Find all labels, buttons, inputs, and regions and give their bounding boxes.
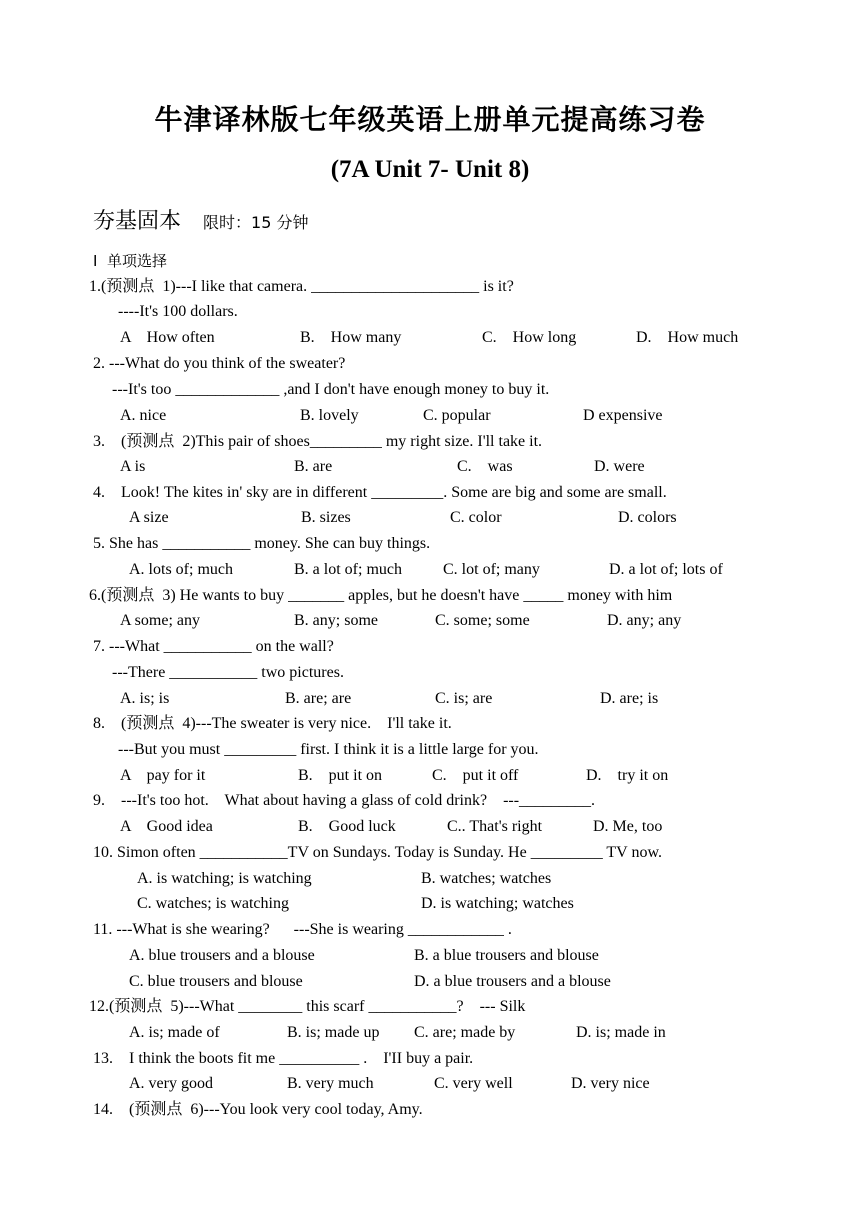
q2-option-c: C. popular — [423, 407, 491, 424]
page-title: 牛津译林版七年级英语上册单元提高练习卷 — [154, 103, 706, 136]
q11-option-d: D. a blue trousers and a blouse — [414, 973, 611, 990]
q3-option-a: A is — [120, 458, 146, 475]
q3-option-b: B. are — [294, 458, 333, 475]
q8-option-d: D. try it on — [586, 767, 669, 784]
q4-option-c: C. color — [450, 509, 502, 526]
time-limit: 限时：15 分钟 — [203, 213, 309, 232]
q7-option-d: D. are; is — [600, 690, 659, 707]
question-8-response: ---But you must _________ first. I think it is a little large for you. — [118, 741, 539, 758]
q2-option-d: D expensive — [583, 407, 663, 424]
section-name: 夯基固本 — [93, 209, 182, 234]
q5-option-d: D. a lot of; lots of — [609, 561, 723, 578]
q8-option-c: C. put it off — [432, 767, 519, 784]
question-11: 11. ---What is she wearing? ---She is wearing ____________ . — [93, 921, 512, 938]
question-7: 7. ---What ___________ on the wall? — [93, 638, 334, 655]
q4-option-d: D. colors — [618, 509, 677, 526]
q6-option-d: D. any; any — [607, 612, 682, 629]
q12-option-d: D. is; made in — [576, 1024, 666, 1041]
q9-option-b: B. Good luck — [298, 818, 396, 835]
question-2-response: ---It's too _____________ ,and I don't have enough money to buy it. — [112, 381, 550, 398]
question-13: 13. I think the boots fit me __________ . I'II buy a pair. — [93, 1050, 474, 1067]
q7-option-a: A. is; is — [120, 690, 170, 707]
q2-option-a: A. nice — [120, 407, 167, 424]
q12-option-c: C. are; made by — [414, 1024, 516, 1041]
q5-option-c: C. lot of; many — [443, 561, 540, 578]
question-6: 6.(预测点 3) He wants to buy _______ apples, but he doesn't have _____ money with him — [89, 587, 673, 604]
q8-option-b: B. put it on — [298, 767, 383, 784]
q9-option-c: C.. That's right — [447, 818, 543, 835]
q13-option-b: B. very much — [287, 1075, 374, 1092]
q6-option-b: B. any; some — [294, 612, 378, 629]
question-10: 10. Simon often ___________TV on Sundays. Today is Sunday. He _________ TV now. — [93, 844, 662, 861]
question-1-response: ----It's 100 dollars. — [118, 303, 238, 320]
q6-option-a: A some; any — [120, 612, 200, 629]
q1-option-d: D. How much — [636, 329, 739, 346]
q9-option-a: A Good idea — [120, 818, 213, 835]
question-9: 9. ---It's too hot. What about having a glass of cold drink? ---_________. — [93, 792, 596, 809]
q7-option-c: C. is; are — [435, 690, 493, 707]
q11-option-c: C. blue trousers and blouse — [129, 973, 303, 990]
part-heading: I 单项选择 — [93, 252, 167, 270]
question-5: 5. She has ___________ money. She can buy things. — [93, 535, 431, 552]
q10-option-a: A. is watching; is watching — [137, 870, 312, 887]
q1-option-a: A How often — [120, 329, 215, 346]
q7-option-b: B. are; are — [285, 690, 352, 707]
q1-option-b: B. How many — [300, 329, 402, 346]
q5-option-b: B. a lot of; much — [294, 561, 402, 578]
q10-option-c: C. watches; is watching — [137, 895, 289, 912]
q4-option-b: B. sizes — [301, 509, 351, 526]
q3-option-d: D. were — [594, 458, 645, 475]
question-4: 4. Look! The kites in' sky are in different _________. Some are big and some are small. — [93, 484, 667, 501]
question-14: 14. (预测点 6)---You look very cool today, Amy. — [93, 1101, 423, 1118]
question-3: 3. (预测点 2)This pair of shoes_________ my right size. I'll take it. — [93, 433, 543, 450]
question-1: 1.(预测点 1)---I like that camera. _____________________ is it? — [89, 278, 514, 295]
q13-option-c: C. very well — [434, 1075, 513, 1092]
q11-option-b: B. a blue trousers and blouse — [414, 947, 599, 964]
question-8: 8. (预测点 4)---The sweater is very nice. I'll take it. — [93, 715, 452, 732]
q1-option-c: C. How long — [482, 329, 577, 346]
q9-option-d: D. Me, too — [593, 818, 663, 835]
q13-option-a: A. very good — [129, 1075, 213, 1092]
q4-option-a: A size — [129, 509, 169, 526]
question-7-response: ---There ___________ two pictures. — [112, 664, 344, 681]
q12-option-a: A. is; made of — [129, 1024, 220, 1041]
q3-option-c: C. was — [457, 458, 513, 475]
q11-option-a: A. blue trousers and a blouse — [129, 947, 315, 964]
q6-option-c: C. some; some — [435, 612, 530, 629]
q12-option-b: B. is; made up — [287, 1024, 380, 1041]
q10-option-d: D. is watching; watches — [421, 895, 574, 912]
q2-option-b: B. lovely — [300, 407, 359, 424]
q13-option-d: D. very nice — [571, 1075, 650, 1092]
question-2: 2. ---What do you think of the sweater? — [93, 355, 346, 372]
section-heading — [93, 204, 308, 235]
page-subtitle: (7A Unit 7- Unit 8) — [330, 156, 530, 183]
q8-option-a: A pay for it — [120, 767, 206, 784]
q10-option-b: B. watches; watches — [421, 870, 552, 887]
q5-option-a: A. lots of; much — [129, 561, 233, 578]
question-12: 12.(预测点 5)---What ________ this scarf ___________? --- Silk — [89, 998, 526, 1015]
